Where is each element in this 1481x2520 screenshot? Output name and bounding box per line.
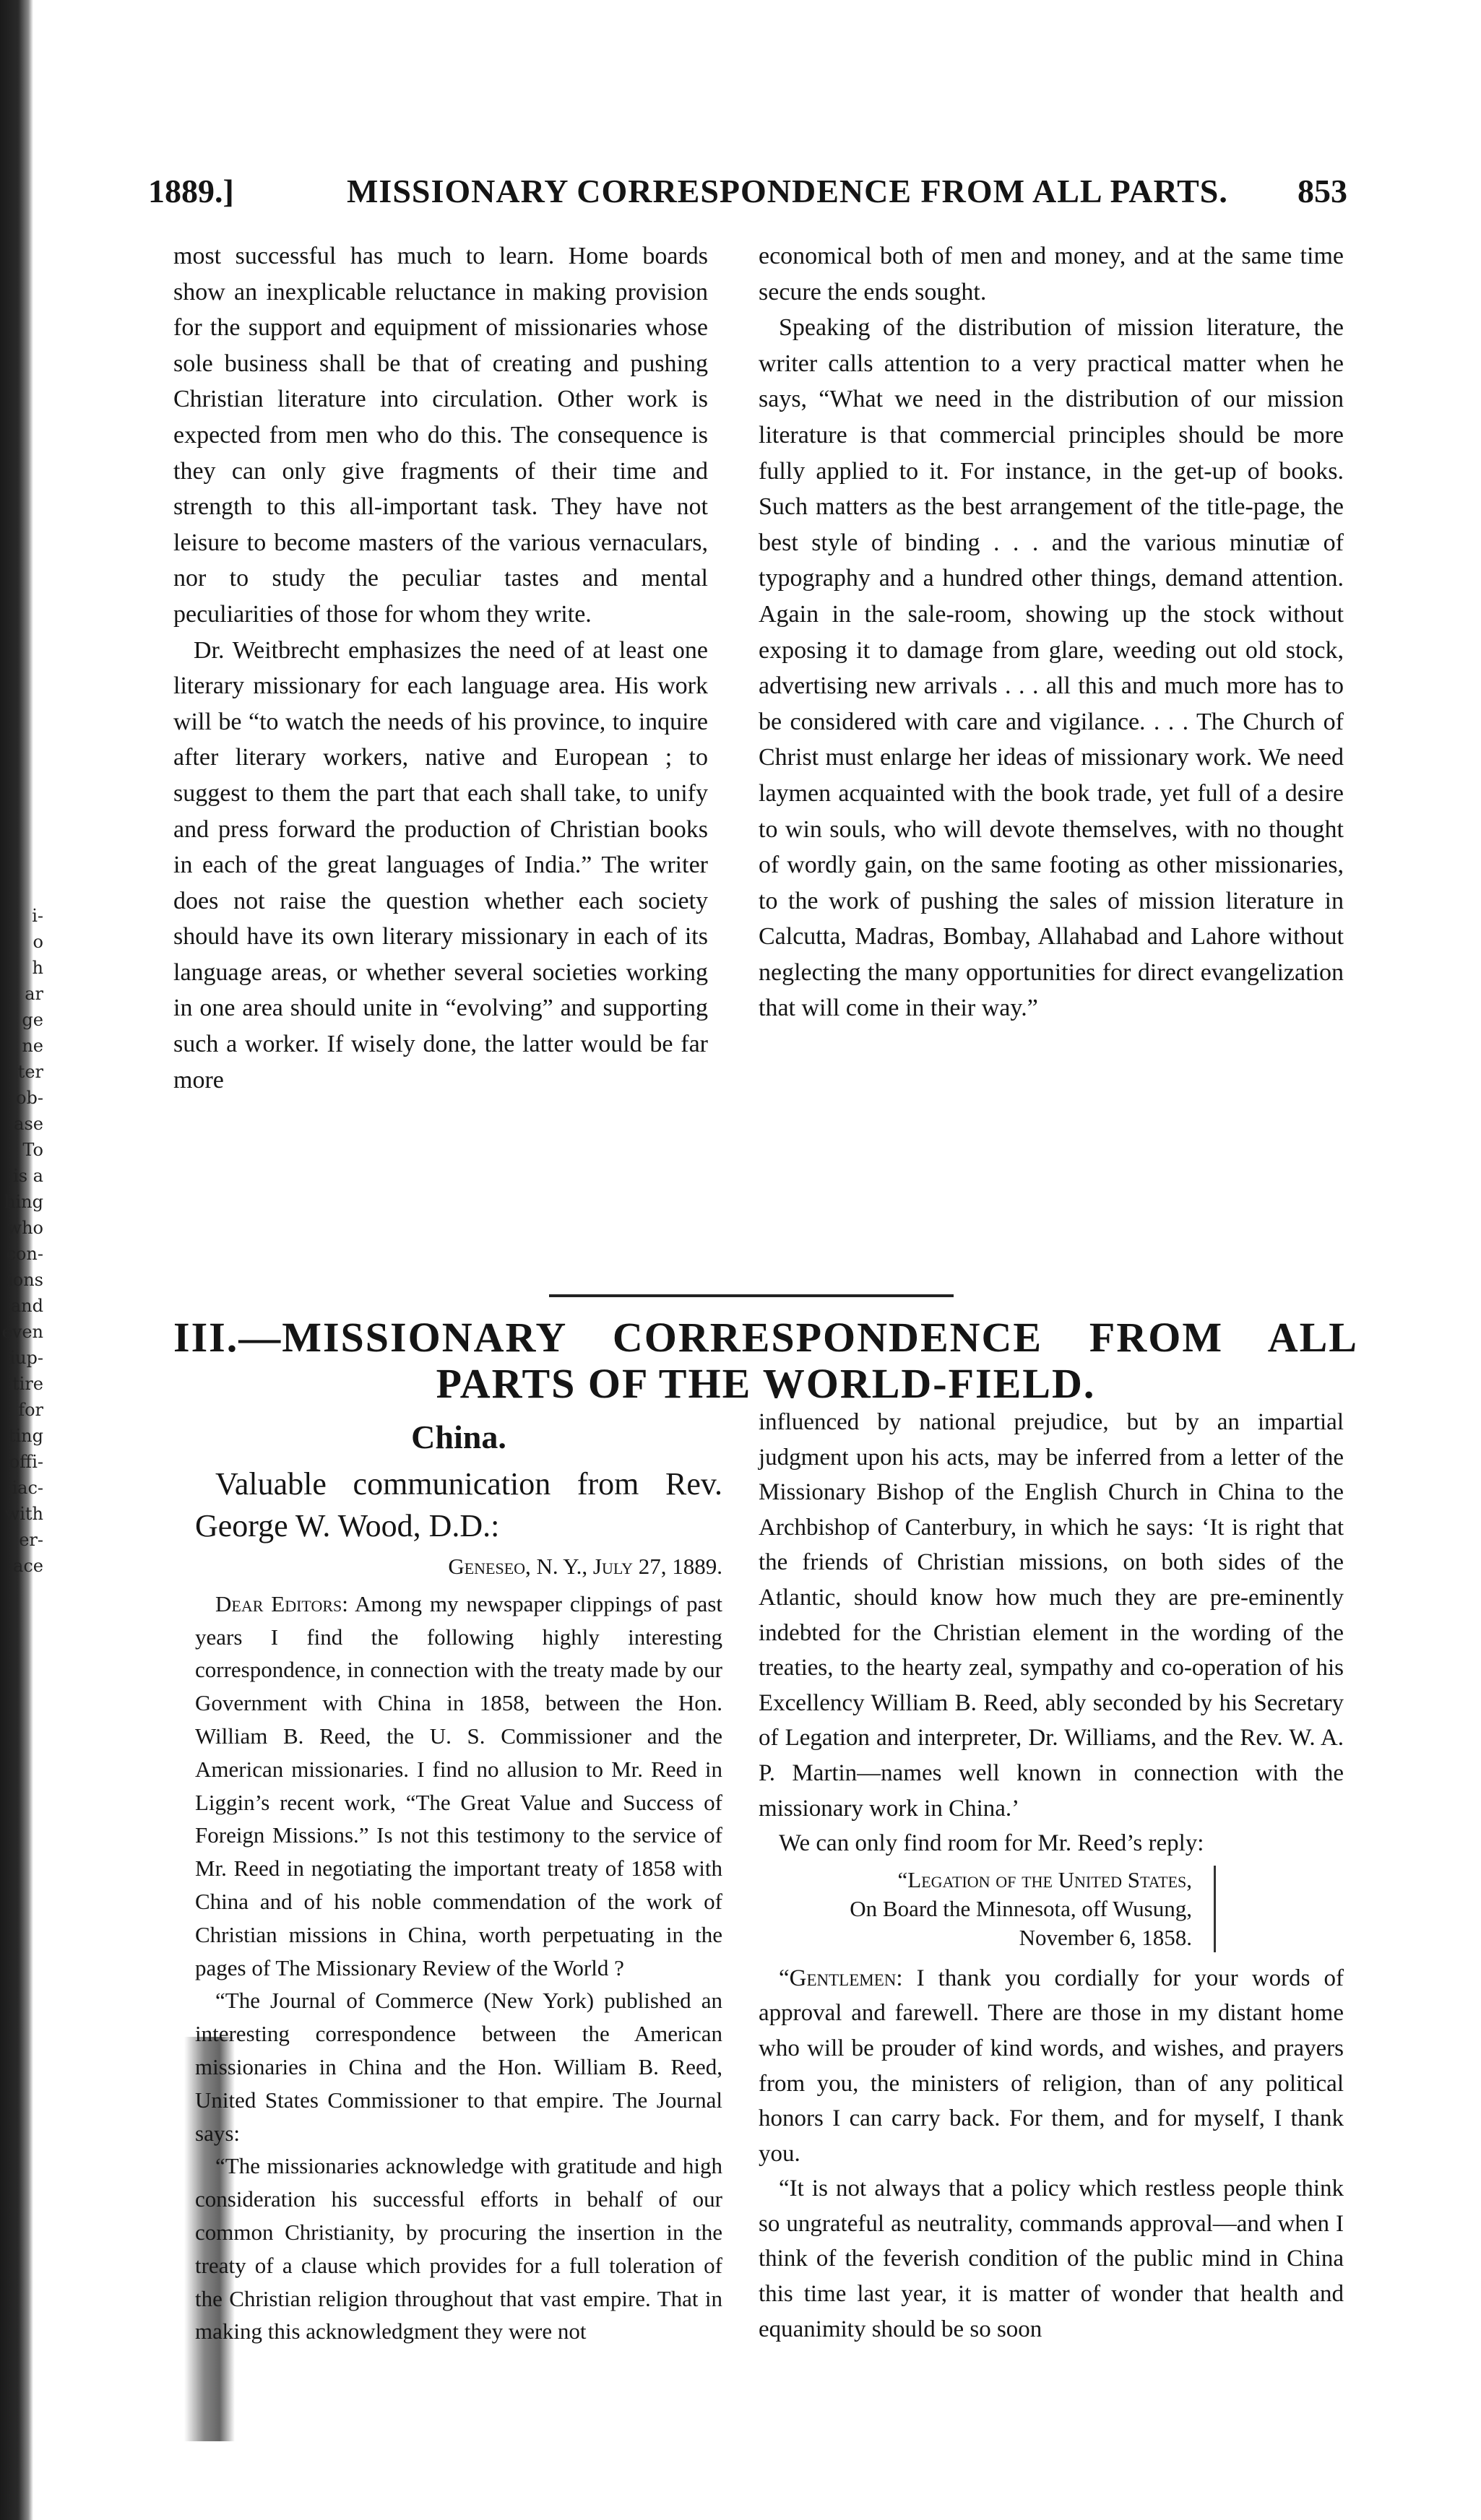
bottom-left-column [195,1416,722,2348]
legation-heading [816,1866,1216,1952]
paragraph-text: I thank you cordially for your words of approval and farewell. There are those in my distant home who will be prouder of kind words, and wishes, and prayers from you, the ministers of religion, than of any political honors I can carry back. For them, and for myself, I thank you. [759,1965,1344,2167]
margin-fragment: ter [17,1062,43,1082]
margin-fragment: i- [32,906,43,926]
paragraph: “It is not always that a policy which restless people think so ungrateful as neutrality, commands approval—and when I think of the feverish condition of the public mind in China this time last year, it is matter of wonder that health and equanimity should be so soon [759,2175,1344,2342]
legation-line3: November 6, 1858. [1019,1924,1192,1950]
running-head [148,172,1347,222]
margin-fragment: offi- [9,1452,43,1472]
valuable-line: Valuable communication from Rev. George W. Wood, D.D.: [195,1466,722,1543]
margin-fragment: o [33,932,43,952]
legation-line1: “Legation of the United States, [897,1866,1192,1892]
margin-fragment: ions [7,1270,43,1290]
margin-fragment: tire [12,1374,43,1394]
section-heading [173,1315,1358,1407]
margin-fragment: and [10,1296,43,1316]
margin-fragment: er- [19,1530,43,1550]
top-left-column [173,238,708,1098]
margin-fragment: ace [13,1556,43,1576]
paragraph: “The missionaries acknowledge with gratitude and high consideration his successful efforts in behalf of our common Christianity, by procuring the insertion in the treaty of a clause which provides for a full toleration of the Christian religion throughout that vast empire. That in making this acknowledgment they were not [195,2153,722,2344]
subhead-china: China. [411,1419,506,1455]
margin-fragment: ge [22,1010,43,1030]
margin-fragment: iup- [9,1348,43,1368]
letter-intro [195,1463,722,1547]
margin-fragment: ar [25,984,43,1004]
legation-line2: On Board the Minnesota, off Wusung, [850,1895,1192,1921]
paragraph [759,1961,1344,2172]
margin-fragment: h [32,958,43,978]
paragraph: most successful has much to learn. Home boards show an inexplicable reluctance in making provision for the support and equipment of missionaries whose sole business shall be that of creating and pushing Christian literature into circulation. Other work is expected from men who do this. The consequence is they can only give fragments of their time and strength to this all-important task. They have not leisure to become masters of the various vernaculars, nor to study the peculiar tastes and mental peculiarities of those for whom they write. [173,243,708,628]
paragraph: economical both of men and money, and at the same time secure the ends sought. [759,243,1344,306]
paragraph: Dr. Weitbrecht emphasizes the need of at least one literary missionary for each language area. His work will be “to watch the needs of his province, to inquire after literary workers, native and European ; to suggest to them the part that each shall take, to unify and press forward the production of Christian books in each of the great languages of India.” The writer does not raise the question whether each society should have its own literary missionary in each of its language areas, or whether several societies working in one area should unite in “evolving” and supporting such a worker. If wisely done, the latter would be far more [173,636,708,1094]
margin-fragment: is a [13,1166,43,1186]
paragraph-text: Among my newspaper clippings of past years I find the following highly interesting correspondence, in connection with the treaty made by our Government with China in 1858, between the Hon. William B. Reed, the U. S. Commissioner and the American missionaries. I find no allusion to Mr. Reed in Liggin’s recent work, “The Great Value and Success of Foreign Missions.” Is not this testimony to the service of Mr. Reed in negotiating the important treaty of 1858 with China and of his noble commendation of the work of Christian missions in China, worth perpetuating in the pages of The Missionary Review of the World ? [195,1590,722,1980]
header-year: 1889.] [148,173,234,209]
paragraph [195,1588,722,1985]
margin-fragment: ne [22,1036,43,1056]
facing-page-fragments [0,903,43,1579]
margin-fragment: with [4,1504,43,1524]
paragraph: We can only find room for Mr. Reed’s reply: [779,1830,1204,1857]
margin-fragment: for [18,1400,43,1420]
header-title: MISSIONARY CORRESPONDENCE FROM ALL PARTS. [347,173,1228,209]
margin-fragment: even [1,1322,43,1342]
paragraph: influenced by national prejudice, but by an impartial judgment upon his acts, may be inferred from a letter of the Missionary Bishop of the English Church in China to the Archbishop of Canterbury, in which he says: ‘It is right that the friends of Christian missions, on both sides of the Atlantic, should know how much they are pre-eminently indebted for the Christian element in the wording of the treaties, to the hearty zeal, sympathy and co-operation of his Excellency William B. Reed, ably seconded by his Secretary of Legation and interpreter, Dr. Williams, and the Rev. W. A. P. Martin—names well known in connection with the missionary work in China.’ [759,1409,1344,1822]
margin-fragment: con- [6,1244,43,1264]
top-right-column [759,238,1344,1026]
paragraph: “The Journal of Commerce (New York) published an interesting correspondence between the American missionaries in China and the Hon. William B. Reed, United States Commissioner to that empire. The Journal says: [195,1988,722,2146]
paragraph: Speaking of the distribution of mission literature, the writer calls attention to a very practical matter when he says, “What we need in the distribution of our mission literature is that commercial principles should be more fully applied to it. For instance, in the get-up of books. Such matters as the best arrangement of the title-page, the best style of binding . . . and the various minutiæ of typography and a hundred other things, demand attention. Again in the sale-room, showing up the stock without exposing it to damage from glare, weeding out old stock, advertising new arrivals . . . all this and much more has to be considered with care and vigilance. . . . The Church of Christ must enlarge her ideas of missionary work. We need laymen acquainted with the book trade, yet full of a desire to win souls, who will devote themselves, with no thought of wordly gain, on the same footing as other missionaries, to the work of pushing the sales of mission literature in Calcutta, Madras, Bombay, Allahabad and Lahore without neglecting the many opportunities for direct evangelization that will come in their way.” [759,314,1344,1022]
margin-fragment: ase [14,1114,43,1134]
salutation: Dear Editors: [215,1590,348,1616]
section-divider [549,1294,954,1297]
section-heading-line2: PARTS OF THE WORLD-FIELD. [436,1360,1096,1407]
bottom-right-column [759,1405,1344,2347]
margin-fragment: who [7,1218,43,1238]
margin-fragment: hing [4,1192,43,1212]
page-number: 853 [1298,173,1347,209]
dateline: Geneseo, N. Y., July 27, 1889. [448,1554,722,1579]
margin-fragment: iac- [12,1478,43,1498]
margin-fragment: ting [8,1426,43,1446]
salutation: “Gentlemen: [779,1965,903,1991]
section-heading-line1: III.—MISSIONARY CORRESPONDENCE FROM ALL [173,1314,1358,1361]
margin-fragment: ob- [16,1088,43,1108]
margin-fragment: To [22,1140,43,1160]
